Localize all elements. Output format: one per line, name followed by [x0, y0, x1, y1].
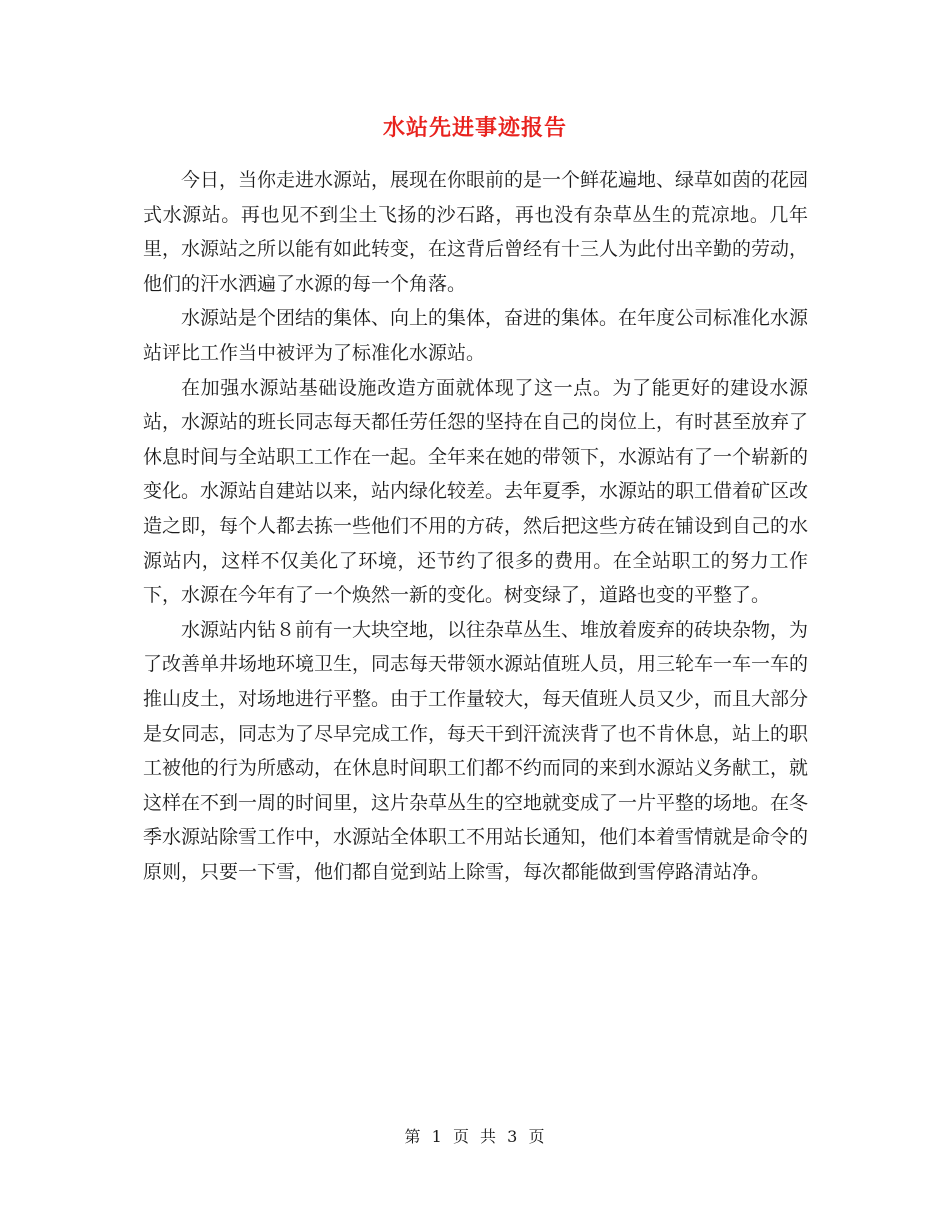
- footer-label-unit-end: 页: [528, 1127, 546, 1146]
- footer-label-unit: 页: [452, 1127, 470, 1146]
- document-title: 水站先进事迹报告: [382, 115, 567, 141]
- paragraph-4: 水源站内钻８前有一大块空地，以往杂草丛生、堆放着废弃的砖块杂物，为了改善单井场地环境卫生，同志每天带领水源站值班人员，用三轮车一车一车的推山皮土，对场地进行平整。由于工作量较大，每天值班人员又少，而且大部分是女同志，同志为了尽早完成工作，每天干到汗流浃背了也不肯休息，站上的职工被他的行为所感动，在休息时间职工们都不约而同的来到水源站义务献工，就这样在不到一周的时间里，这片杂草丛生的空地就变成了一片平整的场地。在冬季水源站除雪工作中，水源站全体职工不用站长通知，他们本着雪情就是命令的原则，只要一下雪，他们都自觉到站上除雪，每次都能做到雪停路清站净。: [143, 618, 809, 883]
- paragraph-1: 今日，当你走进水源站，展现在你眼前的是一个鲜花遍地、绿草如茵的花园式水源站。再也见不到尘土飞扬的沙石路，再也没有杂草丛生的荒凉地。几年里，水源站之所以能有如此转变，在这背后曾经有十三人为此付出辛勤的劳动，他们的汗水洒遍了水源的每一个角落。: [143, 169, 809, 295]
- paragraph-2: 水源站是个团结的集体、向上的集体，奋进的集体。在年度公司标准化水源站评比工作当中被评为了标准化水源站。: [143, 307, 809, 364]
- page-number-footer: [0, 1126, 950, 1148]
- document-body: [143, 163, 808, 889]
- footer-label-total: 共: [480, 1127, 498, 1146]
- footer-total-pages: 3: [507, 1127, 519, 1146]
- footer-current-page: 1: [431, 1127, 443, 1146]
- footer-label-page: 第: [404, 1127, 422, 1146]
- paragraph-3: 在加强水源站基础设施改造方面就体现了这一点。为了能更好的建设水源站，水源站的班长同志每天都任劳任怨的坚持在自己的岗位上，有时甚至放弃了休息时间与全站职工工作在一起。全年来在她的带领下，水源站有了一个崭新的变化。水源站自建站以来，站内绿化较差。去年夏季，水源站的职工借着矿区改造之即，每个人都去拣一些他们不用的方砖，然后把这些方砖在铺设到自己的水源站内，这样不仅美化了环境，还节约了很多的费用。在全站职工的努力工作下，水源在今年有了一个焕然一新的变化。树变绿了，道路也变的平整了。: [143, 376, 809, 607]
